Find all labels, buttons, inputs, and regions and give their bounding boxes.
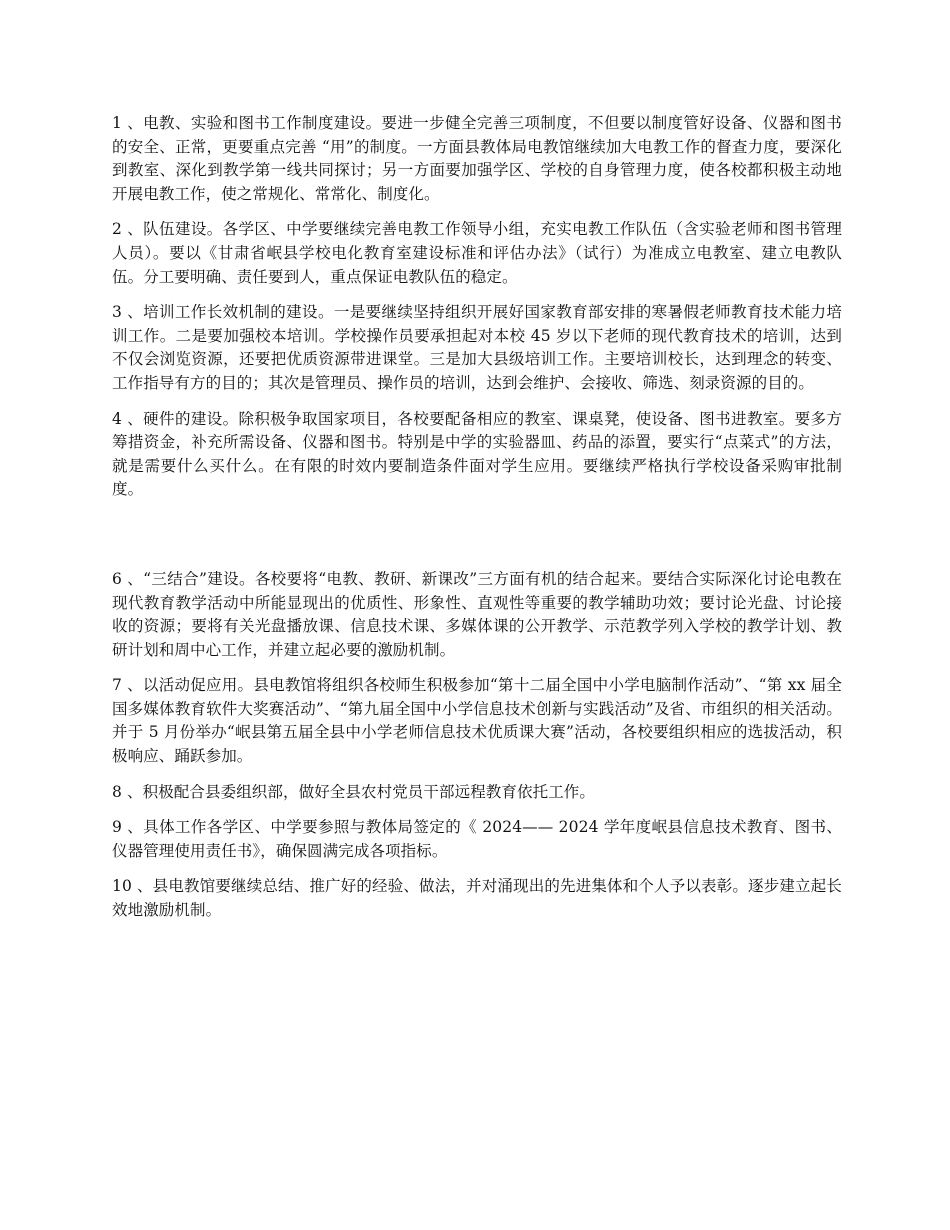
paragraph-9: 9 、具体工作各学区、中学要参照与教体局签定的《 2024—— 2024 学年度岷县信息技术教育、图书、仪器管理使用责任书》，确保圆满完成各项指标。 [112, 818, 842, 860]
paragraph-7: 7 、以活动促应用。县电教馆将组织各校师生积极参加“第十二届全国中小学电脑制作活动”、“第 xx 届全国多媒体教育软件大奖赛活动”、“第九届全国中小学信息技术创新与实践活动”及省、市组织的相关活动。并于 5 月份举办“岷县第五届全县中小学老师信息技术优质课大赛”活动，各校要组织相应的选拔活动，积极响应、踊跃参加。 [112, 676, 842, 766]
paragraph-2: 2 、队伍建设。各学区、中学要继续完善电教工作领导小组，充实电教工作队伍（含实验老师和图书管理人员）。要以《甘肃省岷县学校电化教育室建设标准和评估办法》（试行）为准成立电教室、建立电教队伍。分工要明确、责任要到人，重点保证电教队伍的稳定。 [112, 220, 842, 286]
blank-gap [112, 514, 842, 568]
paragraph-6: 6 、“三结合”建设。各校要将“电教、教研、新课改”三方面有机的结合起来。要结合实际深化讨论电教在现代教育教学活动中所能显现出的优质性、形象性、直观性等重要的教学辅助功效；要讨论光盘、讨论接收的资源；要将有关光盘播放课、信息技术课、多媒体课的公开教学、示范教学列入学校的教学计划、教研计划和周中心工作，并建立起必要的激励机制。 [112, 569, 842, 659]
document-body [112, 112, 842, 935]
paragraph-10: 10 、县电教馆要继续总结、推广好的经验、做法，并对涌现出的先进集体和个人予以表彰。逐步建立起长效地激励机制。 [112, 877, 842, 920]
paragraph-3: 3 、培训工作长效机制的建设。一是要继续坚持组织开展好国家教育部安排的寒暑假老师教育技术能力培训工作。二是要加强校本培训。学校操作员要承担起对本校 45 岁以下老师的现代教育技术的培训，达到不仅会浏览资源，还要把优质资源带进课堂。三是加大县级培训工作。主要培训校长，达到理念的转变、工作指导有方的目的；其次是管理员、操作员的培训，达到会维护、会接收、筛选、刻录资源的目的。 [112, 303, 842, 392]
paragraph-1: 1 、电教、实验和图书工作制度建设。要进一步健全完善三项制度，不但要以制度管好设备、仪器和图书的安全、正常，更要重点完善 “用”的制度。一方面县教体局电教馆继续加大电教工作的督查力度，要深化到教室、深化到教学第一线共同探讨；另一方面要加强学区、学校的自身管理力度，使各校都积极主动地开展电教工作，使之常规化、常常化、制度化。 [112, 114, 842, 203]
paragraph-4: 4 、硬件的建设。除积极争取国家项目，各校要配备相应的教室、课桌凳，使设备、图书进教室。要多方筹措资金，补充所需设备、仪器和图书。特别是中学的实验器皿、药品的添置，要实行“点菜式”的方法，就是需要什么买什么。在有限的时效内要制造条件面对学生应用。要继续严格执行学校设备采购审批制度。 [112, 409, 842, 499]
paragraph-8: 8 、积极配合县委组织部，做好全县农村党员干部远程教育依托工作。 [112, 782, 595, 801]
